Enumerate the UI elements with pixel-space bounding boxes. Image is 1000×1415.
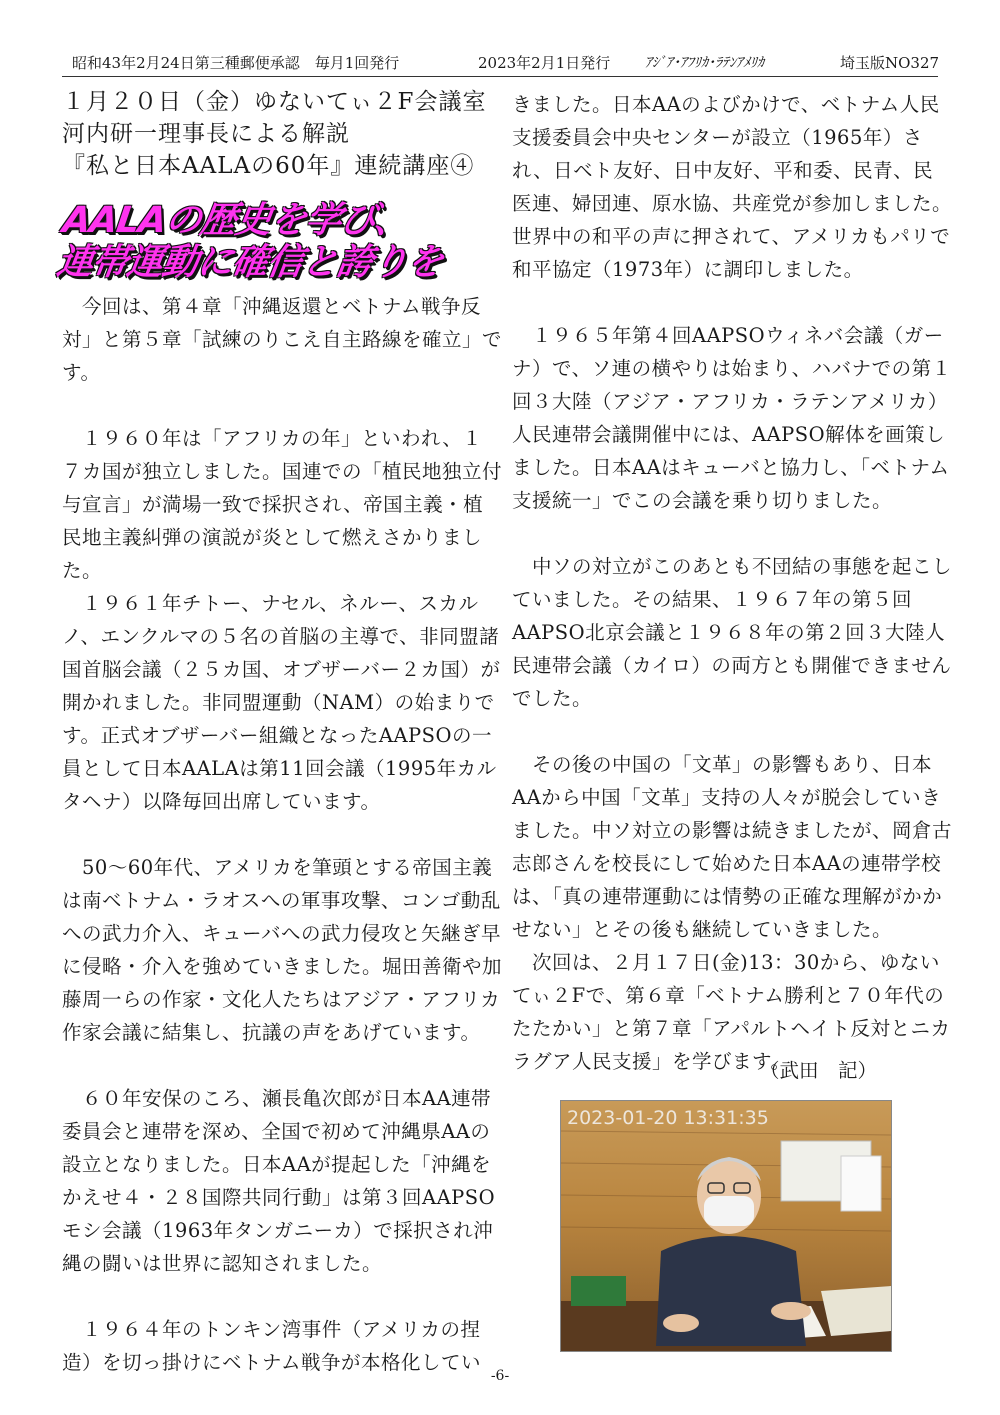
paragraph-spacer bbox=[62, 1280, 502, 1313]
paragraph: １９６４年のトンキン湾事件（アメリカの捏造）を切っ掛けにベトナム戦争が本格化してい bbox=[62, 1318, 482, 1374]
paragraph: １９６１年チトー、ナセル、ネルー、スカルノ、エンクルマの５名の首脳の主導で、非同盟諸国首脳会議（２５カ国、オブザーバー２カ国）が開かれました。非同盟運動（NAM）の始まりです。正式オブザーバー組織となったAAPSOの一員として日本AALAは第11回会議（1995年カルタヘナ）以降毎回出席しています。 bbox=[62, 592, 501, 813]
paragraph: 次回は、２月１７日(金)13：30から、ゆないてぃ２Fで、第６章「ベトナム勝利と７０年代のたたかい」と第７章「アパルトヘイト反対とニカラグア人民支援」を学びます。 bbox=[512, 951, 951, 1073]
paragraph: １９６０年は「アフリカの年」といわれ、１７カ国が独立しました。国連での「植民地独立付与宣言」が満場一致で採択され、帝国主義・植民地主義糾弾の演説が炎として燃えさかりました。 bbox=[62, 427, 503, 582]
issue-date: 2023年2月1日発行 bbox=[478, 54, 611, 72]
page-number: -6- bbox=[490, 1368, 510, 1384]
paragraph: 中ソの対立がこのあとも不団結の事態を起こしていました。その結果、１９６７年の第５回AAPSO北京会議と１９６８年の第２回３大陸人民連帯会議（カイロ）の両方とも開催できませんでした。 bbox=[512, 555, 953, 710]
paragraph: １９６５年第４回AAPSOウィネバ会議（ガーナ）で、ソ連の横やりは始まり、ハバナでの第１回３大陸（アジア・アフリカ・ラテンアメリカ）人民連帯会議開催中には、AAPSO解体を画策しました。日本AAはキューバと協力し、「ベトナム支援統一」でこの会議を乗り切りました。 bbox=[512, 324, 952, 512]
paragraph-spacer bbox=[512, 517, 952, 550]
author-signature: （武田 記） bbox=[760, 1059, 878, 1082]
paragraph: ６０年安保のころ、瀬長亀次郎が日本AA連帯委員会と連帯を深め、全国で初めて沖縄県AAの設立となりました。日本AAが提起した「沖縄をかえせ４・２８国際共同行動」は第３回AAPSOモシ会議（1963年タンガニーカ）で採択され沖縄の闘いは世界に認知されました。 bbox=[62, 1087, 496, 1275]
lecturer-illustration bbox=[561, 1101, 891, 1351]
lecture-photo bbox=[560, 1100, 892, 1352]
paragraph-spacer bbox=[62, 389, 502, 422]
paragraph-spacer bbox=[512, 286, 952, 319]
paragraph-spacer bbox=[62, 1049, 502, 1082]
banner-title: AALAの歴史を学び、 連帯運動に確信と誇りを bbox=[54, 200, 446, 283]
left-column bbox=[62, 290, 502, 1379]
paragraph-spacer bbox=[512, 715, 952, 748]
article-headline: １月２０日（金）ゆないてぃ２F会議室 河内研一理事長による解説 『私と日本AALAの60年』連続講座④ bbox=[62, 89, 487, 179]
postal-permit: 昭和43年2月24日第三種郵便承認 毎月1回発行 bbox=[72, 54, 400, 72]
paragraph: その後の中国の「文革」の影響もあり、日本AAから中国「文革」支持の人々が脱会していきました。中ソ対立の影響は続きましたが、岡倉古志郎さんを校長にして始めた日本AAの連帯学校は、「真の連帯運動には情勢の正確な理解がかかせない」とその後も継続していきました。 bbox=[512, 753, 953, 941]
right-column bbox=[512, 88, 952, 1078]
page-header bbox=[62, 50, 938, 77]
photo-timestamp: 2023-01-20 13:31:35 bbox=[567, 1107, 769, 1129]
paragraph: 今回は、第４章「沖縄返還とベトナム戦争反対」と第５章「試練のりこえ自主路線を確立」です。 bbox=[62, 295, 503, 384]
edition-number: 埼玉版NO327 bbox=[840, 54, 940, 72]
paragraph: 50〜60年代、アメリカを筆頭とする帝国主義は南ベトナム・ラオスへの軍事攻撃、コンゴ動乱への武力介入、キューバへの武力侵攻と矢継ぎ早に侵略・介入を強めていきました。堀田善衛や加藤周一らの作家・文化人たちはアジア・アフリカ作家会議に結集し、抗議の声をあげています。 bbox=[62, 856, 503, 1044]
publication-name: ｱｼﾞｱ･ｱﾌﾘｶ･ﾗﾃﾝｱﾒﾘｶ bbox=[645, 55, 764, 71]
paragraph-spacer bbox=[62, 818, 502, 851]
paragraph: きました。日本AAのよびかけで、ベトナム人民支援委員会中央センターが設立（1965年）され、日ベト友好、日中友好、平和委、民青、民医連、婦団連、原水協、共産党が参加しました。世界中の和平の声に押されて、アメリカもパリで和平協定（1973年）に調印しました。 bbox=[512, 93, 953, 281]
